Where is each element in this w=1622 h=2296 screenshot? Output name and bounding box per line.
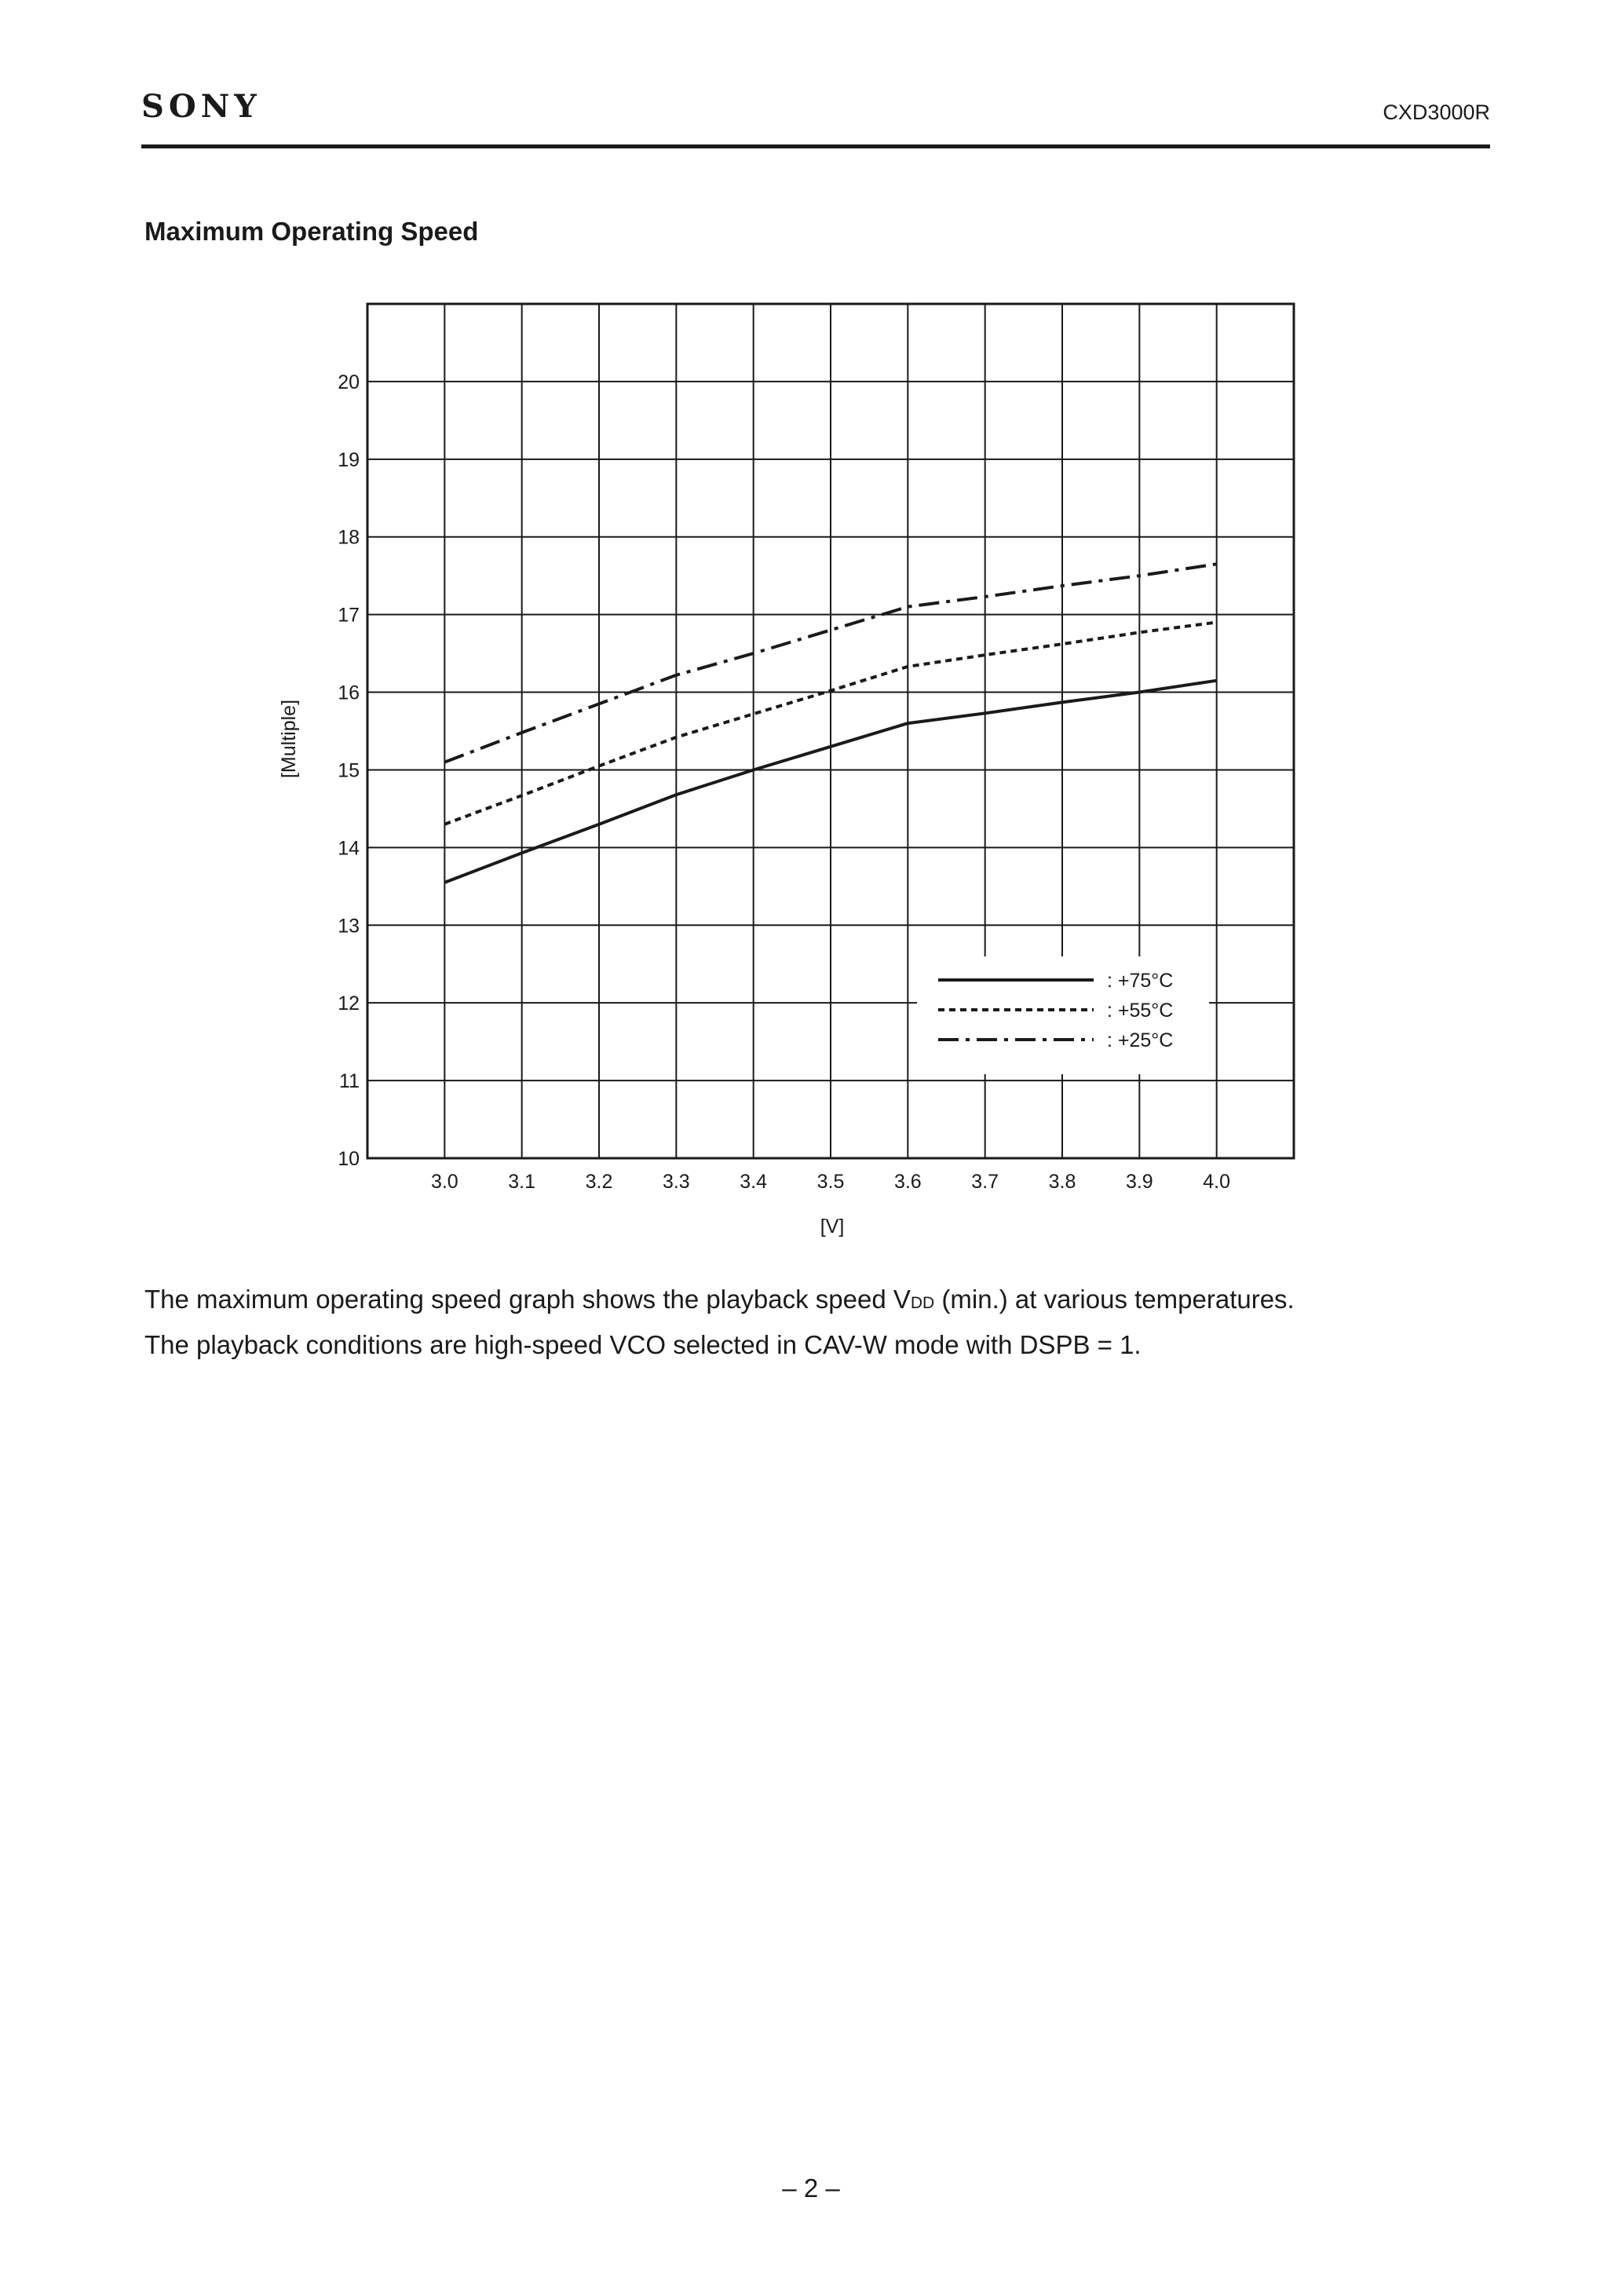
y-tick-label: 15 [338,759,360,782]
y-tick-label: 10 [338,1148,360,1170]
legend-label: : +25°C [1107,1029,1174,1051]
x-tick-label: 3.0 [430,1171,458,1193]
description [144,1278,1295,1366]
description-line-1 [144,1278,1295,1324]
description-text: The maximum operating speed graph shows the playback speed V [144,1285,911,1314]
x-tick-label: 3.6 [893,1171,922,1193]
x-tick-label: 3.9 [1125,1171,1153,1193]
x-tick-label: 3.3 [662,1171,690,1193]
y-tick-label: 17 [338,604,360,627]
x-axis-label: [V] [820,1216,845,1238]
legend-label: : +55°C [1107,1000,1174,1022]
chart-legend [938,970,1173,1051]
y-tick-label: 18 [338,526,360,549]
y-tick-label: 13 [338,915,360,938]
brand-logo: SONY [141,88,261,125]
x-tick-label: 3.8 [1048,1171,1076,1193]
chart-ticks [338,371,1230,1193]
x-tick-label: 3.5 [816,1171,845,1193]
y-tick-label: 16 [338,682,360,704]
section-title: Maximum Operating Speed [144,217,479,246]
vdd-subscript: DD [910,1294,935,1312]
y-tick-label: 19 [338,448,360,471]
y-axis-label: [Multiple] [278,699,300,779]
description-line-2: The playback conditions are high-speed VCO selected in CAV-W mode with DSPB = 1. [144,1330,1142,1359]
legend-label: : +75°C [1107,970,1174,992]
x-tick-label: 3.2 [585,1171,613,1193]
y-tick-label: 12 [338,993,360,1015]
y-tick-label: 14 [338,837,360,860]
part-number: CXD3000R [1383,101,1490,124]
page-number: – 2 – [782,2174,840,2203]
y-tick-label: 11 [339,1070,360,1093]
x-tick-label: 3.1 [508,1171,536,1193]
y-tick-label: 20 [338,371,360,393]
x-tick-label: 3.4 [740,1171,768,1193]
x-tick-label: 4.0 [1203,1171,1231,1193]
description-text: (min.) at various temperatures. [934,1285,1295,1314]
x-tick-label: 3.7 [971,1171,999,1193]
